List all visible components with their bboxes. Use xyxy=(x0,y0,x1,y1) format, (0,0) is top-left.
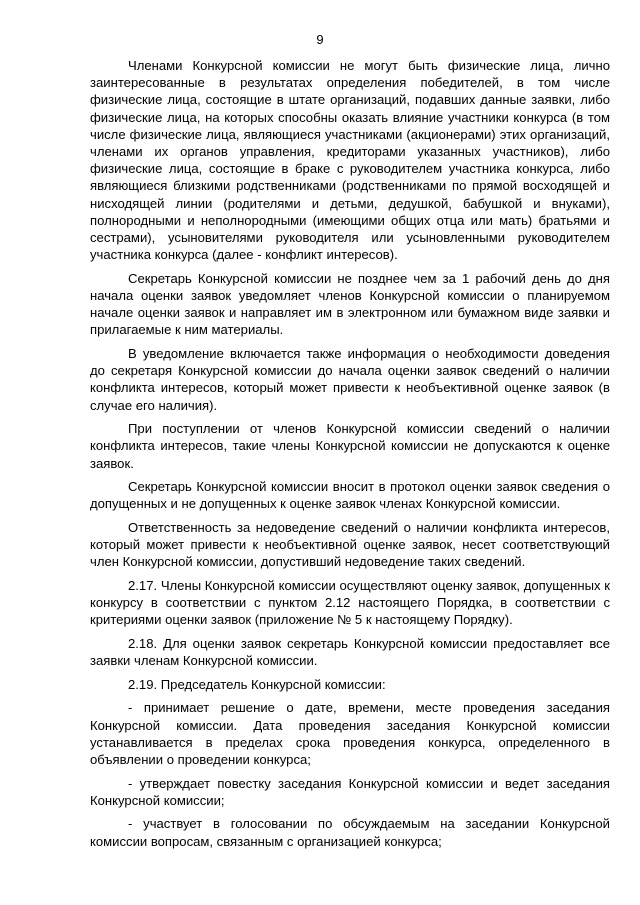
paragraph-protocol-entry: Секретарь Конкурсной комиссии вносит в протокол оценки заявок сведения о допущенных и не допущенных к оценке заявок членах Конкурсной комиссии. xyxy=(90,479,610,512)
list-item-agenda: - утверждает повестку заседания Конкурсной комиссии и ведет заседания Конкурсной комиссии; xyxy=(90,775,610,808)
list-item-meeting-date: - принимает решение о дате, времени, месте проведения заседания Конкурсной комиссии. Дата проведения заседания Конкурсной комиссии устанавливается в пределах срока проведения конкурса, определенного в объявлении о проведении конкурса; xyxy=(90,700,610,768)
paragraph-conflict-exclusion: При поступлении от членов Конкурсной комиссии сведений о наличии конфликта интересов, такие члены Конкурсной комиссии не допускаются к оценке заявок. xyxy=(90,421,610,471)
paragraph-2-19: 2.19. Председатель Конкурсной комиссии: xyxy=(128,676,386,692)
paragraph-conflict-definition: Членами Конкурсной комиссии не могут быть физические лица, лично заинтересованные в результатах определения победителей, в том числе физические лица, состоящие в штате организаций, подавших данные заявки, либо физические лица, на которых способны оказать влияние участники конкурса (в том числе физические лица, являющиеся участниками (акционерами) этих организаций, членами их органов управления, кредиторами указанных участников), либо физические лица, состоящие в браке с руководителем участника конкурса, либо являющиеся близкими родственниками (родственниками по прямой восходящей и нисходящей линии (родителями и детьми, дедушкой, бабушкой и внуками), полнородными и неполнородными (имеющими общих отца или мать) братьями и сестрами), усыновителями руководителя или усыновленными руководителем участника конкурса (далее - конфликт интересов). xyxy=(90,58,610,263)
list-item-voting: - участвует в голосовании по обсуждаемым на заседании Конкурсной комиссии вопросам, связанным с организацией конкурса; xyxy=(90,816,610,849)
paragraph-2-17: 2.17. Члены Конкурсной комиссии осуществляют оценку заявок, допущенных к конкурсу в соответствии с пунктом 2.12 настоящего Порядка, в соответствии с критериями оценки заявок (приложение № 5 к настоящему Порядку). xyxy=(90,578,610,628)
paragraph-secretary-notification: Секретарь Конкурсной комиссии не позднее чем за 1 рабочий день до дня начала оценки заявок уведомляет членов Конкурсной комиссии о планируемом начале оценки заявок и направляет им в электронном или бумажном виде заявки и прилагаемые к ним материалы. xyxy=(90,270,610,338)
paragraph-notification-content: В уведомление включается также информация о необходимости доведения до секретаря Конкурсной комиссии до начала оценки заявок сведений о наличии конфликта интересов, который может привести к необъективной оценке заявок (в случае его наличия). xyxy=(90,346,610,413)
document-body xyxy=(90,57,610,856)
page-number: 9 xyxy=(316,32,324,47)
paragraph-2-18: 2.18. Для оценки заявок секретарь Конкурсной комиссии предоставляет все заявки членам Конкурсной комиссии. xyxy=(90,636,610,669)
paragraph-responsibility: Ответственность за недоведение сведений о наличии конфликта интересов, который может привести к необъективной оценке заявок, несет соответствующий член Конкурсной комиссии, допустивший недоведение таких сведений. xyxy=(90,520,610,570)
